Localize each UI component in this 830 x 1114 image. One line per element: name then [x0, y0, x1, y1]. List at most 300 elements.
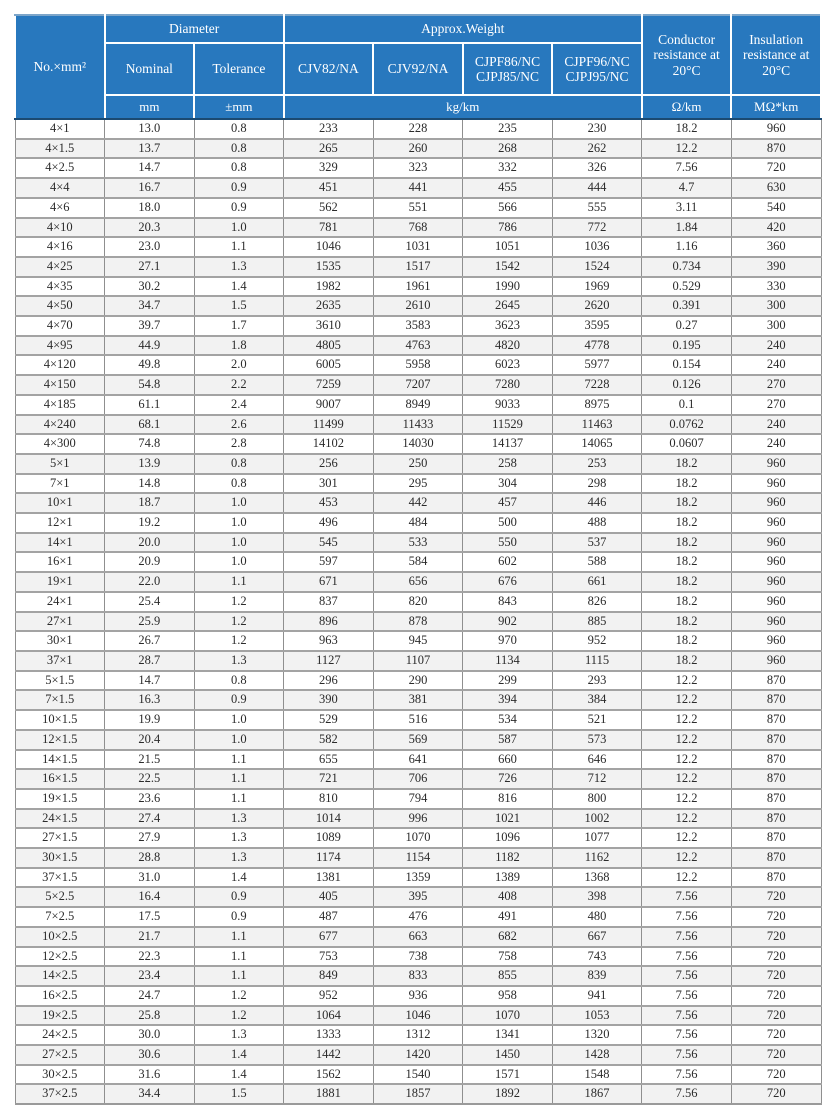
cell: 1.0 [194, 552, 284, 572]
cell: 23.0 [105, 237, 195, 257]
cell: 0.8 [194, 139, 284, 159]
cell: 5×1 [15, 454, 105, 474]
table-row [15, 533, 821, 553]
cell: 20.9 [105, 552, 195, 572]
cell: 1333 [284, 1025, 374, 1045]
cell: 19×1 [15, 572, 105, 592]
cell: 262 [552, 139, 642, 159]
cell: 587 [463, 730, 553, 750]
cell: 1517 [373, 257, 463, 277]
table-row [15, 277, 821, 297]
cell: 1450 [463, 1045, 553, 1065]
table-row [15, 631, 821, 651]
cell: 7.56 [642, 947, 732, 967]
cell: 4×185 [15, 395, 105, 415]
cell: 1.5 [194, 1084, 284, 1104]
cell: 720 [731, 1045, 821, 1065]
cell: 720 [731, 927, 821, 947]
cell: 18.2 [642, 612, 732, 632]
cell: 270 [731, 395, 821, 415]
cell: 301 [284, 474, 374, 494]
cell: 521 [552, 710, 642, 730]
cell: 496 [284, 513, 374, 533]
col-header-size: No.×mm² [15, 15, 105, 119]
table-row [15, 434, 821, 454]
cell: 54.8 [105, 375, 195, 395]
cell: 0.9 [194, 178, 284, 198]
cell: 870 [731, 809, 821, 829]
cell: 4×50 [15, 296, 105, 316]
cell: 13.0 [105, 119, 195, 139]
cell: 16.4 [105, 887, 195, 907]
cell: 1420 [373, 1045, 463, 1065]
cell: 1359 [373, 868, 463, 888]
table-row [15, 257, 821, 277]
cell: 1014 [284, 809, 374, 829]
cell: 1096 [463, 828, 553, 848]
cell: 1.0 [194, 730, 284, 750]
cell: 870 [731, 789, 821, 809]
cell: 3595 [552, 316, 642, 336]
col-group-diameter: Diameter [105, 15, 284, 43]
table-row [15, 316, 821, 336]
cell: 1.0 [194, 533, 284, 553]
cell: 1368 [552, 868, 642, 888]
cell: 18.2 [642, 119, 732, 139]
cell: 1154 [373, 848, 463, 868]
cell: 1.7 [194, 316, 284, 336]
table-row [15, 336, 821, 356]
cell: 800 [552, 789, 642, 809]
cell: 630 [731, 178, 821, 198]
cell: 963 [284, 631, 374, 651]
cell: 660 [463, 750, 553, 770]
cell: 4×300 [15, 434, 105, 454]
cell: 1.3 [194, 809, 284, 829]
cell: 0.8 [194, 119, 284, 139]
unit-insulation-resistance: MΩ*km [731, 95, 821, 119]
cell: 12×1 [15, 513, 105, 533]
cell: 27×2.5 [15, 1045, 105, 1065]
cell: 870 [731, 769, 821, 789]
cell: 18.2 [642, 533, 732, 553]
cell: 25.8 [105, 1006, 195, 1026]
cell: 878 [373, 612, 463, 632]
cell: 1428 [552, 1045, 642, 1065]
cell: 405 [284, 887, 374, 907]
cell: 1341 [463, 1025, 553, 1045]
cell: 5×2.5 [15, 887, 105, 907]
table-row [15, 454, 821, 474]
cell: 7.56 [642, 1025, 732, 1045]
cell: 9033 [463, 395, 553, 415]
cell: 1892 [463, 1084, 553, 1104]
cell: 444 [552, 178, 642, 198]
cell: 1320 [552, 1025, 642, 1045]
cell: 1535 [284, 257, 374, 277]
cell: 61.1 [105, 395, 195, 415]
cell: 18.2 [642, 454, 732, 474]
cell: 545 [284, 533, 374, 553]
cell: 720 [731, 947, 821, 967]
cell: 18.7 [105, 493, 195, 513]
cell: 1881 [284, 1084, 374, 1104]
cell: 1.16 [642, 237, 732, 257]
cell: 1.2 [194, 986, 284, 1006]
cell: 408 [463, 887, 553, 907]
cable-spec-table [14, 14, 822, 1105]
cell: 28.7 [105, 651, 195, 671]
table-row [15, 789, 821, 809]
cell: 1562 [284, 1065, 374, 1085]
cell: 31.6 [105, 1065, 195, 1085]
cell: 11529 [463, 415, 553, 435]
cell: 10×2.5 [15, 927, 105, 947]
cell: 442 [373, 493, 463, 513]
cell: 20.3 [105, 218, 195, 238]
cell: 1046 [373, 1006, 463, 1026]
cell: 44.9 [105, 336, 195, 356]
cell: 480 [552, 907, 642, 927]
cell: 18.2 [642, 592, 732, 612]
cell: 2645 [463, 296, 553, 316]
cell: 27.9 [105, 828, 195, 848]
cell: 1.1 [194, 789, 284, 809]
table-row [15, 828, 821, 848]
cell: 7.56 [642, 1045, 732, 1065]
cell: 1381 [284, 868, 374, 888]
table-row [15, 474, 821, 494]
table-row [15, 947, 821, 967]
cell: 663 [373, 927, 463, 947]
cell: 584 [373, 552, 463, 572]
cell: 1064 [284, 1006, 374, 1026]
cell: 810 [284, 789, 374, 809]
cell: 39.7 [105, 316, 195, 336]
cell: 296 [284, 671, 374, 691]
cell: 743 [552, 947, 642, 967]
cell: 240 [731, 355, 821, 375]
cell: 476 [373, 907, 463, 927]
cell: 10×1 [15, 493, 105, 513]
cell: 0.391 [642, 296, 732, 316]
col-header-tolerance: Tolerance [194, 43, 284, 95]
cell: 1.3 [194, 1025, 284, 1045]
cell: 1.8 [194, 336, 284, 356]
cell: 0.9 [194, 198, 284, 218]
cell: 1312 [373, 1025, 463, 1045]
table-row [15, 1006, 821, 1026]
cell: 1.4 [194, 868, 284, 888]
cell: 7.56 [642, 927, 732, 947]
cell: 1.3 [194, 828, 284, 848]
cell: 1.3 [194, 848, 284, 868]
cell: 446 [552, 493, 642, 513]
cell: 1.2 [194, 631, 284, 651]
cell: 870 [731, 750, 821, 770]
table-row [15, 769, 821, 789]
cell: 855 [463, 966, 553, 986]
cell: 7.56 [642, 1084, 732, 1104]
cell: 19×2.5 [15, 1006, 105, 1026]
cell: 233 [284, 119, 374, 139]
table-row [15, 592, 821, 612]
cell: 661 [552, 572, 642, 592]
cell: 394 [463, 690, 553, 710]
cell: 19.9 [105, 710, 195, 730]
table-row [15, 158, 821, 178]
table-row [15, 907, 821, 927]
cell: 0.1 [642, 395, 732, 415]
cell: 870 [731, 690, 821, 710]
cell: 1.2 [194, 1006, 284, 1026]
cell: 4×70 [15, 316, 105, 336]
table-row [15, 395, 821, 415]
cell: 420 [731, 218, 821, 238]
cell: 14×1 [15, 533, 105, 553]
cell: 21.7 [105, 927, 195, 947]
cell: 12.2 [642, 868, 732, 888]
cell: 16×2.5 [15, 986, 105, 1006]
cell: 2.4 [194, 395, 284, 415]
cell: 573 [552, 730, 642, 750]
cell: 1540 [373, 1065, 463, 1085]
cell: 550 [463, 533, 553, 553]
cell: 3.11 [642, 198, 732, 218]
cell: 706 [373, 769, 463, 789]
cell: 17.5 [105, 907, 195, 927]
unit-weight: kg/km [284, 95, 642, 119]
cell: 1982 [284, 277, 374, 297]
cell: 1442 [284, 1045, 374, 1065]
table-body [15, 119, 821, 1104]
cell: 332 [463, 158, 553, 178]
cell: 1077 [552, 828, 642, 848]
cell: 0.9 [194, 690, 284, 710]
cell: 18.2 [642, 572, 732, 592]
cell: 27.4 [105, 809, 195, 829]
cell: 34.7 [105, 296, 195, 316]
cell: 945 [373, 631, 463, 651]
cell: 1542 [463, 257, 553, 277]
cell: 228 [373, 119, 463, 139]
cell: 597 [284, 552, 374, 572]
cell: 30×1.5 [15, 848, 105, 868]
cell: 488 [552, 513, 642, 533]
cell: 37×2.5 [15, 1084, 105, 1104]
cell: 960 [731, 533, 821, 553]
cell: 12.2 [642, 710, 732, 730]
cell: 1.0 [194, 218, 284, 238]
cell: 455 [463, 178, 553, 198]
cell: 820 [373, 592, 463, 612]
cell: 870 [731, 730, 821, 750]
cell: 720 [731, 158, 821, 178]
cell: 0.9 [194, 907, 284, 927]
cell: 960 [731, 592, 821, 612]
cell: 390 [731, 257, 821, 277]
cell: 240 [731, 434, 821, 454]
table-row [15, 809, 821, 829]
table-row [15, 375, 821, 395]
cell: 253 [552, 454, 642, 474]
cell: 794 [373, 789, 463, 809]
cell: 30×2.5 [15, 1065, 105, 1085]
cell: 671 [284, 572, 374, 592]
cell: 1174 [284, 848, 374, 868]
cell: 720 [731, 966, 821, 986]
cell: 74.8 [105, 434, 195, 454]
cell: 30.2 [105, 277, 195, 297]
table-row [15, 1045, 821, 1065]
cell: 1046 [284, 237, 374, 257]
cell: 14137 [463, 434, 553, 454]
cell: 768 [373, 218, 463, 238]
cell: 720 [731, 1006, 821, 1026]
col-header-cable-type-cjpf96: CJPF96/NC CJPJ95/NC [552, 43, 642, 95]
cell: 16×1.5 [15, 769, 105, 789]
table-row [15, 355, 821, 375]
cell: 500 [463, 513, 553, 533]
cell: 26.7 [105, 631, 195, 651]
cell: 816 [463, 789, 553, 809]
table-row [15, 237, 821, 257]
cell: 996 [373, 809, 463, 829]
cell: 1070 [463, 1006, 553, 1026]
cell: 484 [373, 513, 463, 533]
cell: 37×1.5 [15, 868, 105, 888]
cell: 304 [463, 474, 553, 494]
cell: 300 [731, 296, 821, 316]
cell: 960 [731, 631, 821, 651]
cell: 936 [373, 986, 463, 1006]
cell: 293 [552, 671, 642, 691]
cell: 19×1.5 [15, 789, 105, 809]
cell: 655 [284, 750, 374, 770]
cell: 326 [552, 158, 642, 178]
table-row [15, 1025, 821, 1045]
cell: 646 [552, 750, 642, 770]
cell: 18.2 [642, 651, 732, 671]
cell: 1127 [284, 651, 374, 671]
cell: 3623 [463, 316, 553, 336]
cell: 230 [552, 119, 642, 139]
cell: 24×1 [15, 592, 105, 612]
cell: 1990 [463, 277, 553, 297]
cell: 676 [463, 572, 553, 592]
cell: 37×1 [15, 651, 105, 671]
cell: 0.9 [194, 887, 284, 907]
cell: 870 [731, 710, 821, 730]
cell: 870 [731, 828, 821, 848]
cell: 2.8 [194, 434, 284, 454]
cell: 14.7 [105, 671, 195, 691]
cell: 667 [552, 927, 642, 947]
cell: 12×2.5 [15, 947, 105, 967]
cell: 1.2 [194, 592, 284, 612]
cell: 7207 [373, 375, 463, 395]
cell: 390 [284, 690, 374, 710]
cell: 27×1 [15, 612, 105, 632]
cell: 31.0 [105, 868, 195, 888]
cell: 4763 [373, 336, 463, 356]
cell: 5977 [552, 355, 642, 375]
cell: 2635 [284, 296, 374, 316]
table-row [15, 1084, 821, 1104]
cell: 1107 [373, 651, 463, 671]
cell: 268 [463, 139, 553, 159]
cell: 566 [463, 198, 553, 218]
cell: 381 [373, 690, 463, 710]
cell: 256 [284, 454, 374, 474]
table-row [15, 552, 821, 572]
cell: 960 [731, 119, 821, 139]
cell: 1.1 [194, 572, 284, 592]
cell: 24×1.5 [15, 809, 105, 829]
cell: 837 [284, 592, 374, 612]
cell: 2.2 [194, 375, 284, 395]
cell: 3583 [373, 316, 463, 336]
cell: 24×2.5 [15, 1025, 105, 1045]
cell: 2610 [373, 296, 463, 316]
cell: 1162 [552, 848, 642, 868]
table-row [15, 986, 821, 1006]
cell: 1.4 [194, 1065, 284, 1085]
cell: 18.2 [642, 513, 732, 533]
cell: 843 [463, 592, 553, 612]
cell: 0.154 [642, 355, 732, 375]
cell: 4×2.5 [15, 158, 105, 178]
unit-conductor-resistance: Ω/km [642, 95, 732, 119]
table-row [15, 178, 821, 198]
cell: 1.4 [194, 1045, 284, 1065]
cell: 1867 [552, 1084, 642, 1104]
cell: 0.195 [642, 336, 732, 356]
cell: 18.2 [642, 552, 732, 572]
cell: 487 [284, 907, 374, 927]
cell: 1089 [284, 828, 374, 848]
cell: 22.0 [105, 572, 195, 592]
cell: 870 [731, 139, 821, 159]
cell: 18.2 [642, 493, 732, 513]
col-header-nominal: Nominal [105, 43, 195, 95]
cell: 960 [731, 454, 821, 474]
cell: 588 [552, 552, 642, 572]
cell: 298 [552, 474, 642, 494]
table-row [15, 690, 821, 710]
col-header-conductor-resistance: Conductor resistance at 20°C [642, 15, 732, 95]
cell: 7.56 [642, 907, 732, 927]
cell: 27×1.5 [15, 828, 105, 848]
cell: 870 [731, 868, 821, 888]
cell: 240 [731, 336, 821, 356]
cell: 290 [373, 671, 463, 691]
cell: 4820 [463, 336, 553, 356]
cell: 682 [463, 927, 553, 947]
cell: 970 [463, 631, 553, 651]
cell: 7.56 [642, 158, 732, 178]
cell: 533 [373, 533, 463, 553]
cell: 7228 [552, 375, 642, 395]
table-row [15, 651, 821, 671]
cell: 1051 [463, 237, 553, 257]
cell: 1.4 [194, 277, 284, 297]
cell: 20.0 [105, 533, 195, 553]
cell: 941 [552, 986, 642, 1006]
cell: 720 [731, 986, 821, 1006]
table-row [15, 927, 821, 947]
table-row [15, 966, 821, 986]
